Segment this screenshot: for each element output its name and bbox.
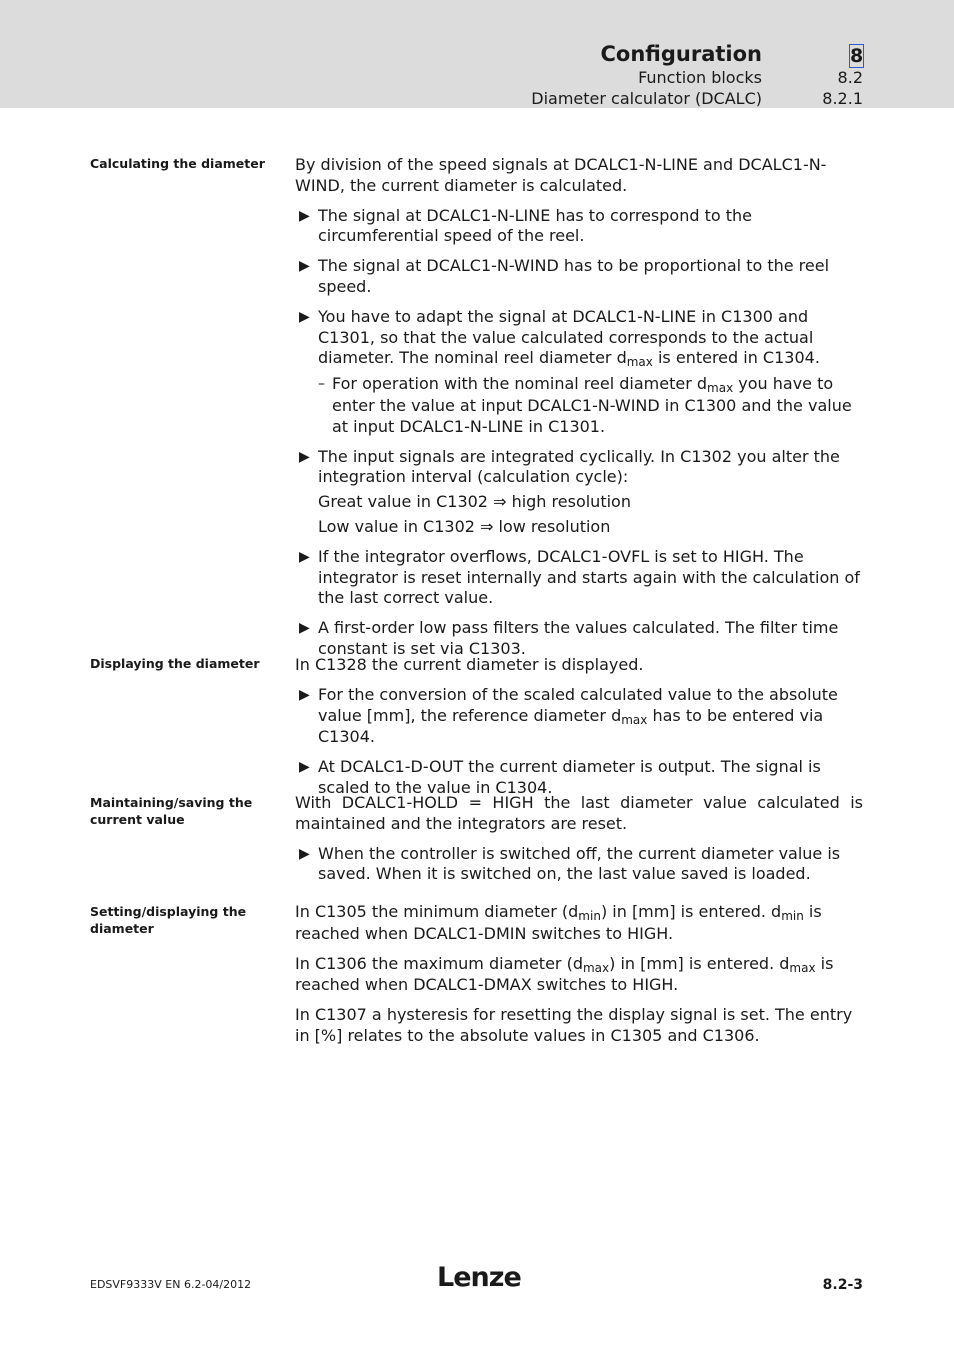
- side-label-setting: Setting/displaying the diameter: [90, 904, 247, 936]
- paragraph: By division of the speed signals at DCALC1-N-LINE and DCALC1-N-WIND, the current diameter is calculated.: [295, 155, 827, 195]
- bullet-arrow-icon: ▶: [299, 258, 310, 275]
- header-band: [0, 0, 954, 108]
- paragraph: In C1307 a hysteresis for resetting the display signal is set. The entry in [%] relates to the absolute values in C1305 and C1306.: [295, 1005, 853, 1045]
- resolution-line-high: Great value in C1302 ⇒ high resolution: [318, 492, 631, 512]
- section-displaying: [295, 655, 863, 808]
- bullet-item: ▶ For the conversion of the scaled calculated value to the absolute value [mm], the reference diameter dmax has to be entered via C1304.: [299, 684, 838, 747]
- side-label-calculating: Calculating the diameter: [90, 156, 265, 171]
- bullet-arrow-icon: ▶: [299, 620, 310, 637]
- side-label-maintaining: Maintaining/saving the current value: [90, 795, 253, 827]
- header-section: Function blocks: [638, 68, 762, 87]
- chapter-number[interactable]: 8: [850, 45, 864, 67]
- bullet-arrow-icon: ▶: [299, 759, 310, 776]
- paragraph-line: With DCALC1-HOLD = HIGH the last diameter value calculated is: [295, 793, 863, 812]
- page-number: 8.2-3: [822, 1277, 863, 1293]
- dash-item: – For operation with the nominal reel diameter dmax you have to enter the value at input DCALC1-N-WIND in C1300 and the value at input DCALC1-N-LINE in C1301.: [318, 374, 852, 436]
- bullet-arrow-icon: ▶: [299, 845, 310, 862]
- lenze-logo: Lenze: [437, 1262, 521, 1293]
- resolution-line-low: Low value in C1302 ⇒ low resolution: [318, 516, 611, 536]
- header-subsection-number: 8.2.1: [822, 89, 863, 108]
- bullet-item: ▶ You have to adapt the signal at DCALC1-N-LINE in C1300 and C1301, so that the value calculated corresponds to the actual diameter. The nominal reel diameter dmax is entered in C1304. – For operation with the nominal reel diameter dmax you have to enter the value at input DCALC1-N-WIND in C1300 and the value at input DCALC1-N-LINE in C1301.: [295, 307, 863, 438]
- section-calculating: [295, 155, 863, 669]
- bullet-item: ▶ The signal at DCALC1-N-LINE has to correspond to the circumferential speed of the reel.: [299, 205, 752, 246]
- paragraph: In C1328 the current diameter is displayed.: [295, 655, 644, 674]
- bullet-item: ▶ A first-order low pass filters the values calculated. The filter time constant is set via C1303.: [299, 618, 839, 658]
- paragraph: In C1306 the maximum diameter (dmax) in [mm] is entered. dmax is reached when DCALC1-DMAX switches to HIGH.: [295, 953, 834, 995]
- bullet-item: ▶ If the integrator overflows, DCALC1-OVFL is set to HIGH. The integrator is reset internally and starts again with the calculation of the last correct value.: [299, 546, 860, 608]
- bullet-item: ▶ The input signals are integrated cyclically. In C1302 you alter the integration interval (calculation cycle): Great value in C1302 ⇒ high resolution Low value in C1302 ⇒ low resolution: [295, 447, 863, 538]
- footer-document-id: EDSVF9333V EN 6.2-04/2012: [90, 1278, 252, 1291]
- dash-marker: –: [318, 376, 325, 393]
- bullet-arrow-icon: ▶: [299, 207, 310, 224]
- bullet-item: ▶ At DCALC1-D-OUT the current diameter is output. The signal is scaled to the value in C1304.: [299, 757, 821, 797]
- bullet-arrow-icon: ▶: [299, 686, 310, 703]
- bullet-arrow-icon: ▶: [299, 448, 310, 465]
- header-title: Configuration: [600, 42, 762, 66]
- header-section-number: 8.2: [837, 68, 863, 87]
- bullet-item: ▶ When the controller is switched off, the current diameter value is saved. When it is switched on, the last value saved is loaded.: [299, 843, 841, 884]
- bullet-arrow-icon: ▶: [299, 308, 310, 325]
- header-subsection: Diameter calculator (DCALC): [531, 89, 762, 108]
- side-label-displaying: Displaying the diameter: [90, 656, 260, 671]
- bullet-item: ▶ The signal at DCALC1-N-WIND has to be proportional to the reel speed.: [299, 256, 830, 296]
- bullet-arrow-icon: ▶: [299, 548, 310, 565]
- section-maintaining: [295, 793, 863, 894]
- paragraph-line: maintained and the integrators are reset.: [295, 813, 628, 833]
- paragraph: In C1305 the minimum diameter (dmin) in [mm] is entered. dmin is reached when DCALC1-DMIN switches to HIGH.: [295, 902, 822, 943]
- section-setting: [295, 902, 863, 1056]
